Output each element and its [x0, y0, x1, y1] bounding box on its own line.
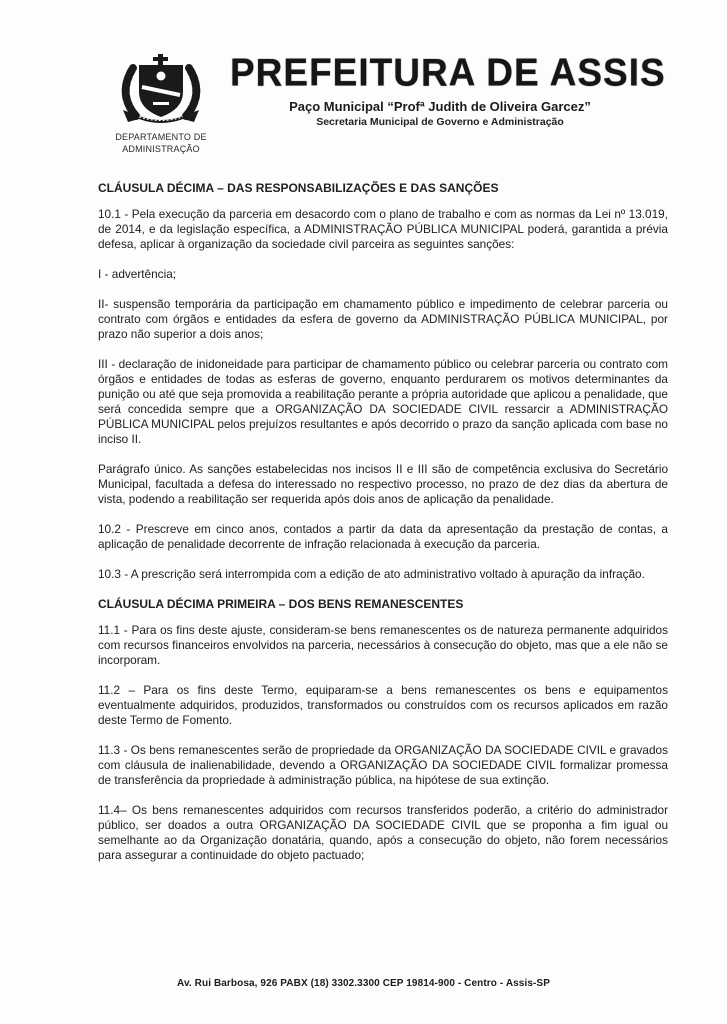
coat-of-arms-icon	[109, 54, 213, 128]
paragraph-10-2: 10.2 - Prescreve em cinco anos, contados a partir da data da apresentação da prestação de contas, a aplicação de penalidade decorrente de infração relacionada à execução da parceria.	[98, 522, 668, 551]
paragraph-11-2: 11.2 – Para os fins deste Termo, equiparam-se a bens remanescentes os bens e equipamentos eventualmente adquiridos, produzidos, transformados ou construídos com os recursos aplicados em razão deste Termo de Fomento.	[98, 683, 668, 727]
item-ii: II- suspensão temporária da participação em chamamento público e impedimento de celebrar parceria ou contrato com órgãos e entidades da esfera de governo da ADMINISTRAÇÃO PÚBLICA MUNICIPAL, por prazo não superior a dois anos;	[98, 297, 668, 341]
clause-10-heading: CLÁUSULA DÉCIMA – DAS RESPONSABILIZAÇÕES E DAS SANÇÕES	[98, 181, 499, 195]
city-hall-title: PREFEITURA DE ASSIS	[230, 51, 666, 94]
item-iii: III - declaração de inidoneidade para participar de chamamento público ou celebrar parceria ou contrato com órgãos e entidades de todas as esferas de governo, enquanto perdurarem os motivos determinantes da punição ou até que seja promovida a reabilitação perante a própria autoridade que aplicou a penalidade, que será concedida sempre que a ORGANIZAÇÃO DA SOCIEDADE CIVIL ressarcir a ADMINISTRAÇÃO PÚBLICA MUNICIPAL pelos prejuízos resultantes e após decorrido o prazo da sanção aplicada com base no inciso II.	[98, 357, 668, 446]
item-i: I - advertência;	[98, 267, 177, 281]
paragrafo-unico: Parágrafo único. As sanções estabelecidas nos incisos II e III são de competência exclusiva do Secretário Municipal, facultada a defesa do interessado no respectivo processo, no prazo de dez dias da abertura de vista, podendo a reabilitação ser requerida após dois anos de aplicação da penalidade.	[98, 462, 668, 506]
paragraph-11-4: 11.4– Os bens remanescentes adquiridos com recursos transferidos poderão, a critério do administrador público, ser doados a outra ORGANIZAÇÃO DA SOCIEDADE CIVIL que se proponha a fim igual ou semelhante ao da Organização donatária, quando, após a consecução do objeto, não forem necessários para assegurar a continuidade do objeto pactuado;	[98, 803, 668, 862]
department-logo-block	[98, 54, 224, 155]
paragraph-11-3: 11.3 - Os bens remanescentes serão de propriedade da ORGANIZAÇÃO DA SOCIEDADE CIVIL e gravados com cláusula de inalienabilidade, devendo a ORGANIZAÇÃO DA SOCIEDADE CIVIL formalizar promessa de transferência da propriedade à administração pública, na hipótese de sua extinção.	[98, 743, 668, 787]
clause-11-heading: CLÁUSULA DÉCIMA PRIMEIRA – DOS BENS REMANESCENTES	[98, 597, 464, 611]
paragraph-10-1: 10.1 - Pela execução da parceria em desacordo com o plano de trabalho e com as normas da Lei nº 13.019, de 2014, e da legislação específica, a ADMINISTRAÇÃO PÚBLICA MUNICIPAL poderá, garantida a prévia defesa, aplicar à organização da sociedade civil parceira as seguintes sanções:	[98, 207, 668, 251]
paragraph-11-1: 11.1 - Para os fins deste ajuste, consideram-se bens remanescentes os de natureza permanente adquiridos com recursos financeiros envolvidos na parceria, necessários à consecução do objeto, mas que a ele não se incorporam.	[98, 623, 668, 667]
secretariat-name: Secretaria Municipal de Governo e Administração	[316, 116, 564, 128]
document-body	[98, 181, 668, 878]
letterhead	[230, 51, 666, 129]
department-name-line2: ADMINISTRAÇÃO	[122, 144, 200, 154]
department-name-line1: DEPARTAMENTO DE	[115, 132, 207, 142]
footer-address: Av. Rui Barbosa, 926 PABX (18) 3302.3300 CEP 19814-900 - Centro - Assis-SP	[177, 978, 550, 989]
palace-name: Paço Municipal “Profª Judith de Oliveira Garcez”	[289, 99, 591, 114]
paragraph-10-3: 10.3 - A prescrição será interrompida com a edição de ato administrativo voltado à apuração da infração.	[98, 567, 645, 581]
